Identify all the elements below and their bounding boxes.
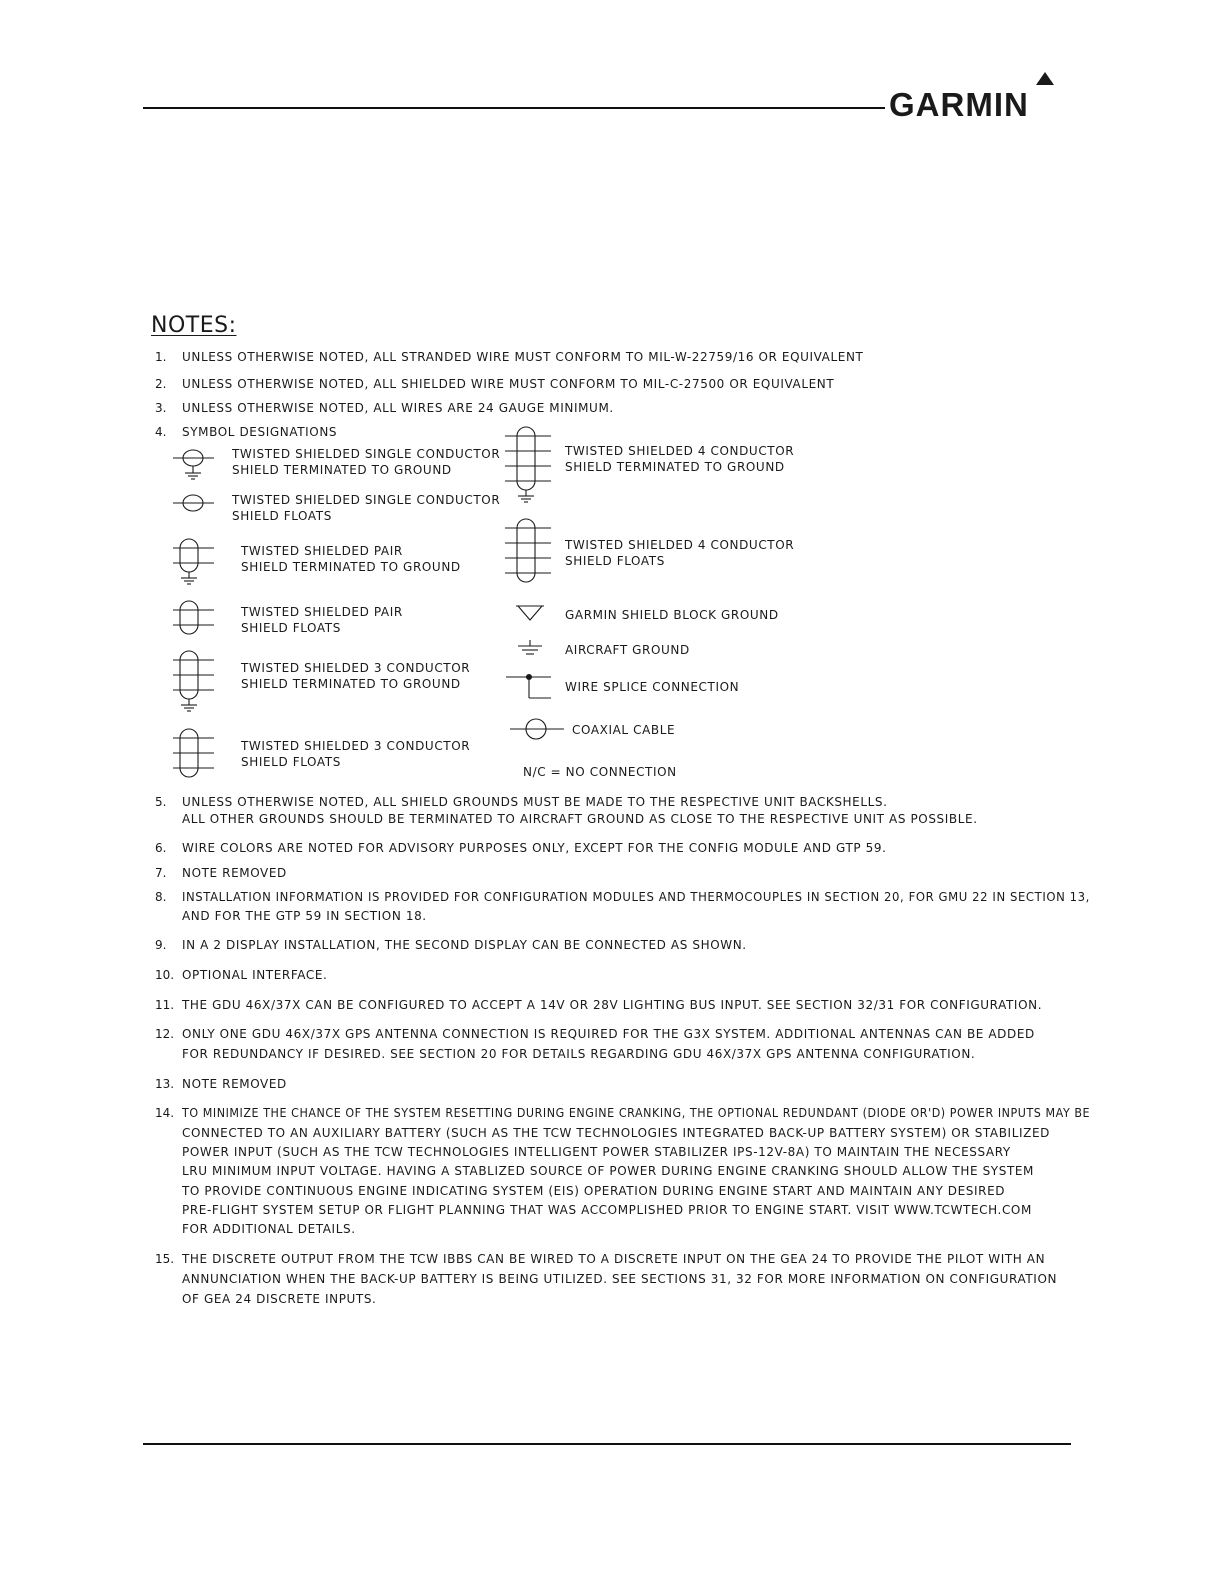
note-text: OPTIONAL INTERFACE. <box>182 968 328 982</box>
symbol-label: SHIELD FLOATS <box>241 621 341 635</box>
note-number: 2. <box>155 377 167 391</box>
note-text: THE DISCRETE OUTPUT FROM THE TCW IBBS CAN BE WIRED TO A DISCRETE INPUT ON THE GEA 24 TO PROVIDE THE PILOT WITH AN <box>182 1252 1046 1266</box>
symbol-label: SHIELD FLOATS <box>241 755 341 769</box>
symbol-label: TWISTED SHIELDED PAIR <box>241 544 403 558</box>
note-number: 1. <box>155 350 167 364</box>
note-number: 8. <box>155 890 167 904</box>
note-text: FOR REDUNDANCY IF DESIRED. SEE SECTION 20 FOR DETAILS REGARDING GDU 46X/37X GPS ANTENNA CONFIGURATION. <box>182 1047 976 1061</box>
note-number: 6. <box>155 841 167 855</box>
footer-rule <box>143 1443 1071 1445</box>
note-text: INSTALLATION INFORMATION IS PROVIDED FOR CONFIGURATION MODULES AND THERMOCOUPLES IN SECTION 20, FOR GMU 22 IN SECTION 13, <box>182 890 1090 904</box>
note-text: LRU MINIMUM INPUT VOLTAGE. HAVING A STABLIZED SOURCE OF POWER DURING ENGINE CRANKING SHOULD ALLOW THE SYSTEM <box>182 1164 1035 1178</box>
note-text: ONLY ONE GDU 46X/37X GPS ANTENNA CONNECTION IS REQUIRED FOR THE G3X SYSTEM. ADDITIONAL ANTENNAS CAN BE ADDED <box>182 1027 1035 1041</box>
shielded-pair-grounded-symbol <box>170 532 230 592</box>
symbol-label: TWISTED SHIELDED 4 CONDUCTOR <box>565 538 795 552</box>
symbol-label: COAXIAL CABLE <box>572 723 676 737</box>
garmin-logo <box>889 70 1074 126</box>
note-text: UNLESS OTHERWISE NOTED, ALL SHIELDED WIRE MUST CONFORM TO MIL-C-27500 OR EQUIVALENT <box>182 377 835 391</box>
note-number: 13. <box>155 1077 175 1091</box>
note-text: POWER INPUT (SUCH AS THE TCW TECHNOLOGIES INTELLIGENT POWER STABILIZER IPS-12V-8A) TO MAINTAIN THE NECESSARY <box>182 1145 1011 1159</box>
note-number: 12. <box>155 1027 175 1041</box>
note-number: 3. <box>155 401 167 415</box>
note-text: UNLESS OTHERWISE NOTED, ALL STRANDED WIRE MUST CONFORM TO MIL-W-22759/16 OR EQUIVALENT <box>182 350 864 364</box>
note-text: CONNECTED TO AN AUXILIARY BATTERY (SUCH AS THE TCW TECHNOLOGIES INTEGRATED BACK-UP BATTERY SYSTEM) OR STABILIZED <box>182 1126 1050 1140</box>
note-text: THE GDU 46X/37X CAN BE CONFIGURED TO ACCEPT A 14V OR 28V LIGHTING BUS INPUT. SEE SECTION 32/31 FOR CONFIGURATION. <box>182 998 1043 1012</box>
note-text: TO PROVIDE CONTINUOUS ENGINE INDICATING SYSTEM (EIS) OPERATION DURING ENGINE START AND MAINTAIN ANY DESIRED <box>182 1184 1006 1198</box>
note-text: TO MINIMIZE THE CHANCE OF THE SYSTEM RESETTING DURING ENGINE CRANKING, THE OPTIONAL REDUNDANT (DIODE OR'D) POWER INPUTS MAY BE <box>182 1106 1091 1120</box>
note-text: ANNUNCIATION WHEN THE BACK-UP BATTERY IS BEING UTILIZED. SEE SECTIONS 31, 32 FOR MORE INFORMATION ON CONFIGURATION <box>182 1272 1058 1286</box>
note-text: AND FOR THE GTP 59 IN SECTION 18. <box>182 909 427 923</box>
garmin-logo-text: GARMIN <box>889 86 1029 123</box>
symbol-label: SHIELD TERMINATED TO GROUND <box>565 460 785 474</box>
symbol-label: TWISTED SHIELDED SINGLE CONDUCTOR <box>232 447 501 461</box>
wire-splice-icon <box>503 670 563 700</box>
note-number: 4. <box>155 425 167 439</box>
symbol-label: TWISTED SHIELDED 3 CONDUCTOR <box>241 739 471 753</box>
symbol-label: WIRE SPLICE CONNECTION <box>565 680 740 694</box>
note-number: 14. <box>155 1106 175 1120</box>
note-text: WIRE COLORS ARE NOTED FOR ADVISORY PURPOSES ONLY, EXCEPT FOR THE CONFIG MODULE AND GTP 59. <box>182 841 887 855</box>
symbol-label: SHIELD TERMINATED TO GROUND <box>241 677 461 691</box>
note-text: PRE-FLIGHT SYSTEM SETUP OR FLIGHT PLANNING THAT WAS ACCOMPLISHED PRIOR TO ENGINE START. VISIT WWW.TCWTECH.COM <box>182 1203 1032 1217</box>
symbol-label: AIRCRAFT GROUND <box>565 643 690 657</box>
symbol-label: TWISTED SHIELDED PAIR <box>241 605 403 619</box>
symbol-label: GARMIN SHIELD BLOCK GROUND <box>565 608 779 622</box>
coaxial-cable-icon <box>508 715 568 745</box>
shielded-3-conductor-grounded-symbol <box>170 644 230 719</box>
header-rule <box>143 107 885 109</box>
no-connection-label: N/C = NO CONNECTION <box>523 765 677 779</box>
note-text: NOTE REMOVED <box>182 1077 287 1091</box>
symbol-label: SHIELD TERMINATED TO GROUND <box>232 463 452 477</box>
symbol-label: TWISTED SHIELDED 3 CONDUCTOR <box>241 661 471 675</box>
shielded-4-conductor-grounded-symbol <box>503 420 563 510</box>
aircraft-ground-icon <box>512 640 552 660</box>
note-number: 7. <box>155 866 167 880</box>
symbol-label: TWISTED SHIELDED SINGLE CONDUCTOR <box>232 493 501 507</box>
symbol-label: SHIELD TERMINATED TO GROUND <box>241 560 461 574</box>
note-number: 5. <box>155 795 167 809</box>
note-text: IN A 2 DISPLAY INSTALLATION, THE SECOND DISPLAY CAN BE CONNECTED AS SHOWN. <box>182 938 747 952</box>
note-text: FOR ADDITIONAL DETAILS. <box>182 1222 356 1236</box>
shielded-3-conductor-floating-symbol <box>170 724 230 784</box>
note-text: UNLESS OTHERWISE NOTED, ALL WIRES ARE 24 GAUGE MINIMUM. <box>182 401 614 415</box>
note-number: 10. <box>155 968 175 982</box>
shielded-4-conductor-floating-symbol <box>503 514 563 594</box>
symbol-label: SHIELD FLOATS <box>232 509 332 523</box>
note-text: NOTE REMOVED <box>182 866 287 880</box>
note-text: UNLESS OTHERWISE NOTED, ALL SHIELD GROUNDS MUST BE MADE TO THE RESPECTIVE UNIT BACKSHELLS. <box>182 795 888 809</box>
shielded-single-floating-symbol <box>170 490 230 520</box>
note-text: ALL OTHER GROUNDS SHOULD BE TERMINATED TO AIRCRAFT GROUND AS CLOSE TO THE RESPECTIVE UNIT AS POSSIBLE. <box>182 812 978 826</box>
notes-title: NOTES: <box>151 313 237 338</box>
note-number: 11. <box>155 998 175 1012</box>
note-number: 9. <box>155 938 167 952</box>
note-number: 15. <box>155 1252 175 1266</box>
shielded-single-grounded-symbol <box>170 440 230 485</box>
note-text: OF GEA 24 DISCRETE INPUTS. <box>182 1292 377 1306</box>
shield-block-ground-icon <box>512 602 552 626</box>
shielded-pair-floating-symbol <box>170 596 230 641</box>
symbol-label: SHIELD FLOATS <box>565 554 665 568</box>
note-text: SYMBOL DESIGNATIONS <box>182 425 338 439</box>
symbol-label: TWISTED SHIELDED 4 CONDUCTOR <box>565 444 795 458</box>
